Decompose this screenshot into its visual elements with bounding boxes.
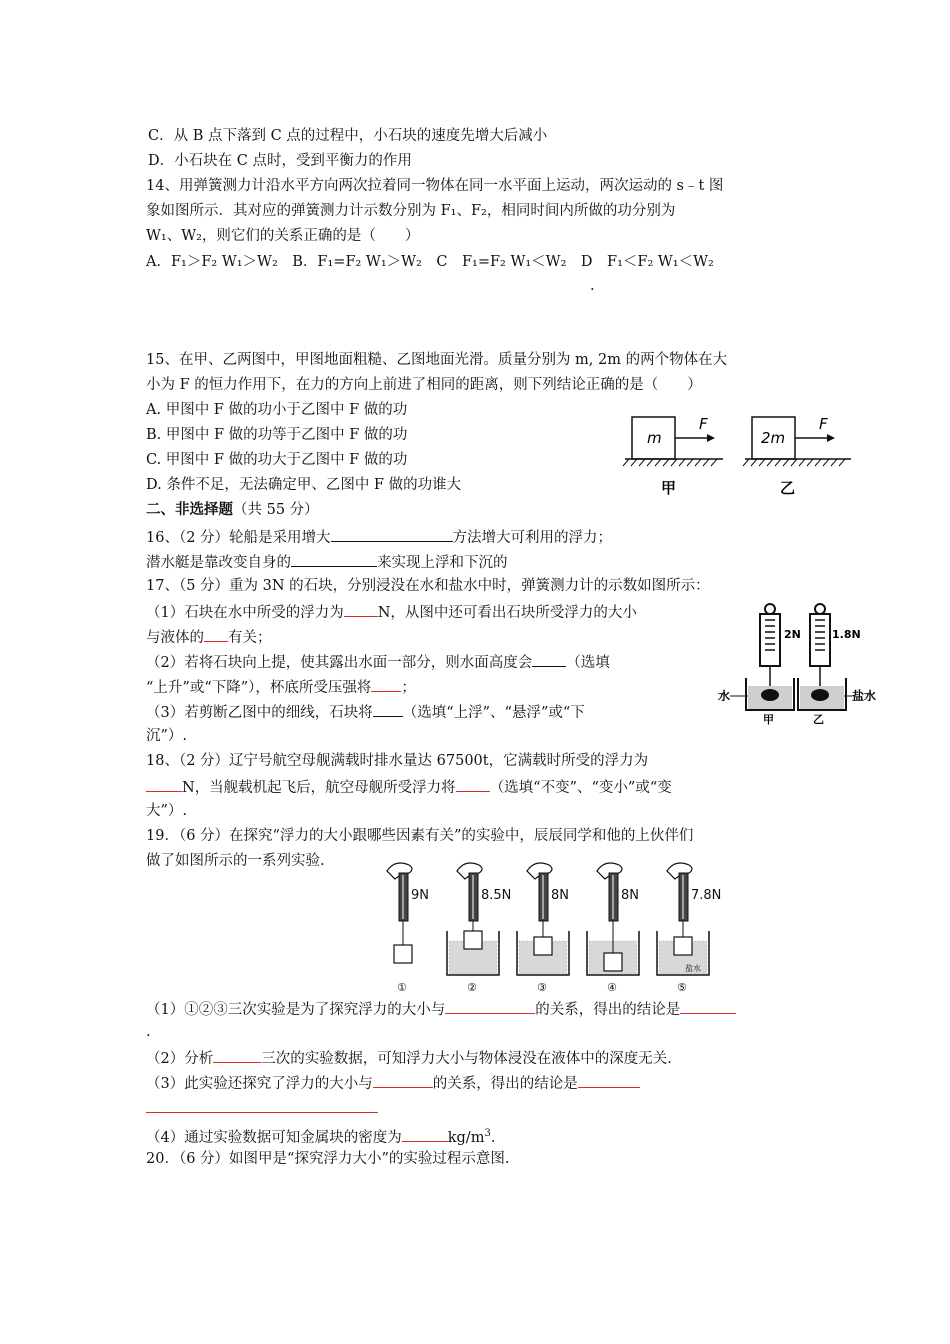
q17-line6 [146, 701, 585, 723]
q15-figure [615, 405, 860, 500]
block-m-label: m [647, 429, 662, 447]
q19-unit-exponent: 3 [484, 1128, 491, 1139]
q19-text: kg/m [447, 1129, 485, 1146]
scale-reading: 8.5N [481, 888, 512, 903]
q19-blank5[interactable] [578, 1072, 640, 1088]
q19-blank4[interactable] [373, 1072, 433, 1088]
q19-stem-line2: 做了如图所示的一系列实验. [146, 853, 325, 869]
q19-text: （2）分析 [146, 1051, 214, 1067]
metal-block [534, 937, 552, 955]
q16-blank1[interactable] [331, 526, 453, 542]
q16-blank2[interactable] [291, 551, 377, 567]
block-2m-label: 2m [761, 429, 786, 447]
spring-scale-a [760, 614, 780, 666]
q19-text: （3）此实验还探究了浮力的大小与 [146, 1076, 373, 1092]
q19-sub4 [146, 1124, 495, 1148]
q19-blank6[interactable] [146, 1097, 378, 1113]
q13-option-d: D．小石块在 C 点时，受到平衡力的作用 [148, 153, 412, 169]
q16-text3: 潜水艇是靠改变自身的 [146, 555, 291, 571]
q19-sub1-end: . [146, 1024, 151, 1040]
q17-line3 [146, 626, 272, 648]
metal-block [394, 945, 412, 963]
q18-text: N，当舰载机起飞后，航空母舰所受浮力将 [182, 780, 456, 796]
q15-option-c: C. 甲图中 F 做的功大于乙图中 F 做的功 [146, 452, 408, 468]
section-score: （共 55 分） [233, 502, 319, 518]
q17-text: N，从图中还可看出石块所受浮力的大小 [377, 605, 637, 621]
q15-option-a: A. 甲图中 F 做的功小于乙图中 F 做的功 [146, 402, 408, 418]
q17-line7: 沉”）. [146, 728, 188, 744]
q19-text: 的关系，得出的结论是 [535, 1002, 681, 1018]
q17-blank4[interactable] [371, 676, 401, 692]
force-label-a: F [699, 415, 708, 433]
q18-text: （选填“不变”、“变小”或“变 [489, 780, 672, 796]
q17-text: （选填“上浮”、“悬浮”或“下 [402, 705, 585, 721]
q19-sub1 [146, 998, 736, 1020]
q17-text: （2）若将石块向上提，使其露出水面一部分，则水面高度会 [146, 655, 533, 671]
q17-stem: 17、（5 分）重为 3N 的石块，分别浸没在水和盐水中时，弹簧测力计的示数如图所示： [146, 578, 710, 594]
q17-blank3[interactable] [532, 651, 566, 667]
q17-text: （3）若剪断乙图中的细线，石块将 [146, 705, 373, 721]
liquid-label-a: 水 [718, 689, 731, 703]
step-label: ④ [607, 981, 617, 993]
stone-a [761, 689, 779, 701]
scale-reading-b: 1.8N [832, 628, 861, 641]
q19-stem-line1: 19．（6 分）在探究“浮力的大小跟哪些因素有关”的实验中，辰辰同学和他的上伙伴们 [146, 828, 694, 844]
q17-line4 [146, 651, 610, 673]
liquid-label-b: 盐水 [852, 689, 877, 703]
q16-text2: 方法增大可利用的浮力； [452, 530, 613, 546]
q17-blank1[interactable] [344, 601, 378, 617]
q17-line5 [146, 676, 416, 698]
q17-line2 [146, 601, 637, 623]
liquid-label-saltwater: 盐水 [685, 964, 701, 973]
step-label: ⑤ [677, 981, 687, 993]
q18-blank1[interactable] [146, 776, 182, 792]
step-label: ① [397, 981, 407, 993]
q16-text4: 来实现上浮和下沉的 [377, 555, 508, 571]
q19-sub2 [146, 1047, 672, 1069]
metal-block [604, 953, 622, 971]
section-title: 二、非选择题 [146, 501, 233, 518]
q17-figure [712, 600, 882, 725]
ground-hatch-a [623, 459, 717, 466]
force-arrowhead-b [827, 434, 835, 442]
q20-stem: 20．（6 分）如图甲是“探究浮力大小”的实验过程示意图. [146, 1151, 510, 1167]
q19-blank2[interactable] [680, 998, 736, 1014]
label-jia: 甲 [763, 713, 774, 725]
q19-text: （1）①②③三次实验是为了探究浮力的大小与 [146, 1002, 446, 1018]
metal-block [674, 937, 692, 955]
metal-block [464, 931, 482, 949]
figure-label-yi: 乙 [780, 479, 796, 497]
q16-text1: 16、（2 分）轮船是采用增大 [146, 530, 331, 546]
q19-sub3 [146, 1072, 640, 1094]
spring-scale-b [810, 614, 830, 666]
q19-text: 三次的实验数据，可知浮力大小与物体浸没在液体中的深度无关. [261, 1051, 672, 1067]
q15-option-b: B. 甲图中 F 做的功等于乙图中 F 做的功 [146, 427, 408, 443]
q19-blank1[interactable] [445, 998, 535, 1014]
q18-stem: 18、（2 分）辽宁号航空母舰满载时排水量达 67500t，它满载时所受的浮力为 [146, 753, 649, 769]
q15-stem-line2: 小为 F 的恒力作用下，在力的方向上前进了相同的距离，则下列结论正确的是（ ） [146, 377, 702, 393]
q19-text: . [490, 1129, 496, 1146]
q17-blank5[interactable] [373, 701, 403, 717]
q17-text: （1）石块在水中所受的浮力为 [146, 605, 344, 621]
step-label: ② [467, 981, 477, 993]
section-heading [146, 500, 319, 520]
label-yi: 乙 [813, 713, 824, 725]
stone-b [811, 689, 829, 701]
q17-text: 有关； [228, 630, 272, 646]
ground-hatch-b [743, 459, 845, 466]
step-label: ③ [537, 981, 547, 993]
q17-blank2[interactable] [204, 626, 228, 642]
scale-reading: 8N [551, 888, 569, 903]
scale-ring-a [765, 604, 775, 614]
q14-dot: . [590, 278, 595, 294]
q19-text: （4）通过实验数据可知金属块的密度为 [146, 1129, 402, 1146]
q17-text: （选填 [566, 655, 610, 671]
q17-text: ； [401, 680, 416, 696]
force-label-b: F [819, 415, 828, 433]
scale-reading-a: 2N [784, 628, 801, 641]
q18-blank2[interactable] [456, 776, 490, 792]
q17-text: 与液体的 [146, 630, 204, 646]
q16-line1 [146, 526, 612, 548]
scale-reading: 9N [411, 888, 429, 903]
q17-text: “上升”或“下降”），杯底所受压强将 [146, 680, 372, 696]
q14-stem-line3: W₁、W₂，则它们的关系正确的是（ ） [146, 228, 420, 244]
q14-stem-line2: 象如图所示．其对应的弹簧测力计示数分别为 F₁、F₂，相同时间内所做的功分别为 [146, 203, 676, 219]
q19-blank3[interactable] [213, 1047, 261, 1063]
scale-ring-b [815, 604, 825, 614]
q18-line3: 大”）. [146, 803, 188, 819]
q19-text: 的关系，得出的结论是 [432, 1076, 578, 1092]
q19-figure [365, 853, 725, 993]
q19-blank7[interactable] [402, 1126, 448, 1142]
q13-option-c: C．从 B 点下落到 C 点的过程中，小石块的速度先增大后减小 [148, 128, 548, 144]
q16-line2 [146, 551, 508, 573]
scale-reading: 8N [621, 888, 639, 903]
q15-stem-line1: 15、在甲、乙两图中，甲图地面粗糙、乙图地面光滑。质量分别为 m, 2m 的两个物体在大 [146, 352, 728, 368]
figure-label-jia: 甲 [661, 479, 677, 497]
q18-line2 [146, 776, 672, 798]
scale-reading: 7.8N [691, 888, 722, 903]
q14-options: A．F₁＞F₂ W₁＞W₂ B．F₁=F₂ W₁＞W₂ C F₁=F₂ W₁＜W₂ D F₁＜F₂ W₁＜W₂ [146, 254, 714, 270]
q14-stem-line1: 14、用弹簧测力计沿水平方向两次拉着同一物体在同一水平面上运动，两次运动的 s﹣t 图 [146, 178, 724, 194]
force-arrowhead-a [707, 434, 715, 442]
q15-option-d: D. 条件不足，无法确定甲、乙图中 F 做的功谁大 [146, 477, 462, 493]
